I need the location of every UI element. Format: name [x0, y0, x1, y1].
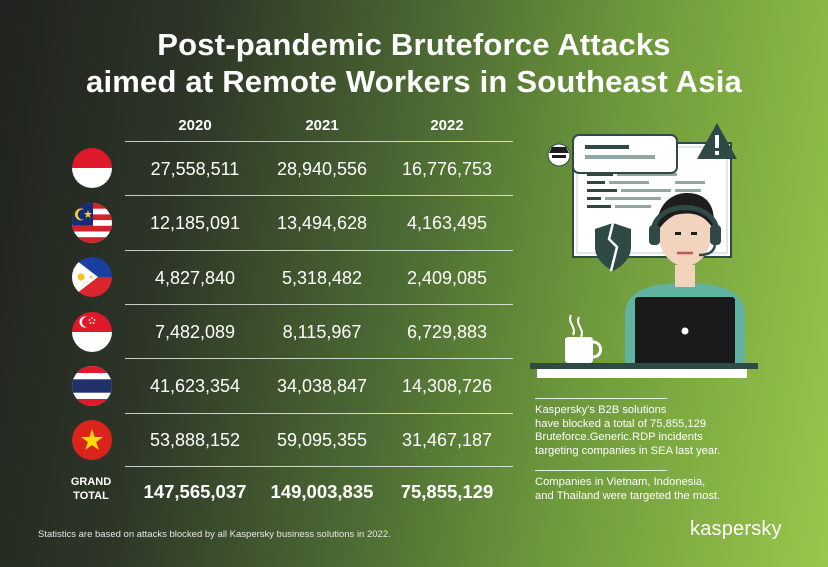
value-2020: 7,482,089 [154, 322, 236, 342]
value-2022: 14,308,726 [401, 376, 493, 396]
remote-worker-illustration [525, 115, 765, 380]
value-2021: 34,038,847 [276, 376, 368, 396]
side-note-1-line-4: targeting companies in SEA last year. [535, 444, 721, 457]
philippines-flag-icon [72, 257, 112, 297]
value-2021: 59,095,355 [276, 430, 368, 450]
malaysia-flag-icon [72, 203, 112, 243]
table-row [0, 413, 520, 467]
value-2020: 41,623,354 [149, 376, 241, 396]
year-header-2020: 2020 [178, 117, 212, 134]
footnote: Statistics are based on attacks blocked by all Kaspersky business solutions in 2022. [38, 529, 391, 540]
side-note-2-line-2: and Thailand were targeted the most. [535, 489, 721, 502]
value-2021: 28,940,556 [276, 159, 368, 179]
value-2021: 8,115,967 [282, 322, 362, 342]
title-line-1: Post-pandemic Bruteforce Attacks [157, 27, 671, 62]
grand-total-2022: 75,855,129 [400, 481, 494, 502]
laptop-icon [635, 297, 735, 365]
side-note-1 [535, 404, 795, 458]
warning-icon [697, 123, 737, 159]
grand-total-2020: 147,565,037 [143, 481, 247, 502]
table-row [0, 141, 520, 195]
singapore-flag-icon [72, 312, 112, 352]
coffee-cup-icon [565, 315, 601, 363]
side-divider [535, 398, 667, 399]
table-row [0, 304, 520, 358]
table-row [0, 250, 520, 304]
side-note-2-line-1: Companies in Vietnam, Indonesia, [535, 476, 706, 488]
hacker-icon [548, 135, 677, 173]
thailand-flag-icon [72, 366, 112, 406]
value-2022: 31,467,187 [401, 430, 493, 450]
year-header-2021: 2021 [305, 117, 339, 134]
value-2021: 5,318,482 [281, 268, 363, 288]
kaspersky-logo: kaspersky [690, 518, 782, 540]
side-note-1-line-2: have blocked a total of 75,855,129 [535, 417, 707, 430]
side-note-1-line-1: Kaspersky's B2B solutions [535, 404, 667, 416]
grand-total-label-line-2: TOTAL [73, 490, 109, 502]
side-note-1-line-3: Bruteforce.Generic.RDP incidents [535, 431, 703, 443]
value-2022: 4,163,495 [406, 213, 488, 233]
grand-total-2021: 149,003,835 [270, 481, 374, 502]
indonesia-flag-icon [72, 148, 112, 188]
value-2020: 27,558,511 [150, 159, 240, 179]
value-2022: 16,776,753 [401, 159, 493, 179]
vietnam-flag-icon [72, 420, 112, 460]
grand-total-label-line-1: GRAND [70, 476, 112, 488]
grand-total-label [58, 475, 124, 503]
year-header-2022: 2022 [430, 117, 464, 134]
side-note-2 [535, 476, 795, 503]
table-row [0, 195, 520, 249]
desk [530, 363, 758, 369]
value-2020: 53,888,152 [149, 430, 241, 450]
value-2022: 2,409,085 [406, 268, 488, 288]
value-2022: 6,729,883 [406, 322, 488, 342]
desk-front [537, 369, 747, 378]
value-2020: 4,827,840 [154, 268, 236, 288]
side-divider [535, 470, 667, 471]
value-2021: 13,494,628 [276, 213, 368, 233]
title-line-2: aimed at Remote Workers in Southeast Asia [86, 64, 742, 99]
shield-icon [595, 223, 631, 271]
value-2020: 12,185,091 [149, 213, 241, 233]
page-title [0, 26, 828, 100]
table-row [0, 358, 520, 412]
